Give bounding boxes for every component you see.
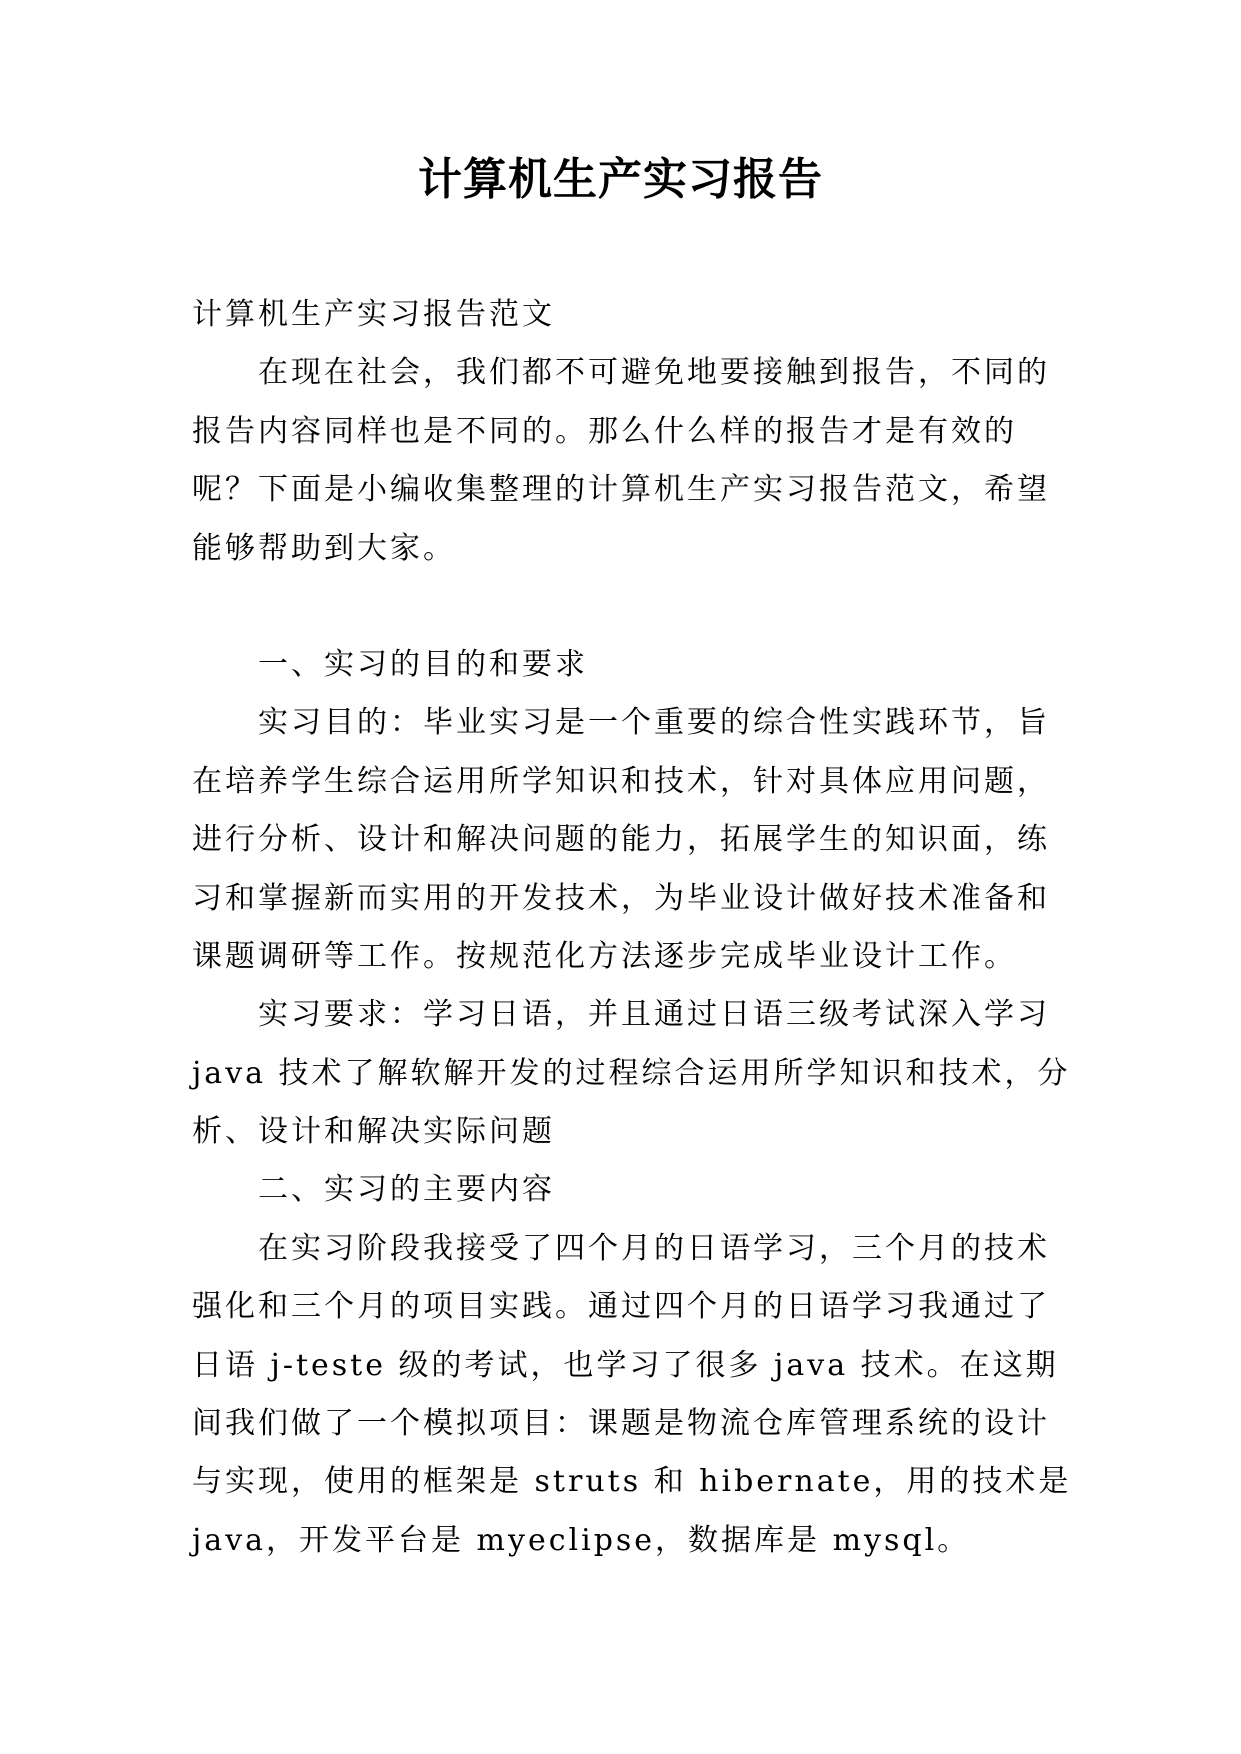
paragraph (192, 986, 1072, 1161)
paragraph-spacer (192, 578, 1072, 636)
paragraph-line: 强化和三个月的项目实践。通过四个月的日语学习我通过了 (192, 1289, 1050, 1325)
paragraph (192, 344, 1072, 578)
paragraph (192, 694, 1072, 986)
section-heading: 一、实习的目的和要求 (258, 646, 588, 682)
document-body (192, 286, 1072, 1570)
section-heading: 二、实习的主要内容 (258, 1172, 555, 1208)
paragraph-line: 在现在社会，我们都不可避免地要接触到报告，不同的 (258, 355, 1050, 391)
paragraph-line: 间我们做了一个模拟项目：课题是物流仓库管理系统的设计 (192, 1406, 1050, 1442)
paragraph-line: 在培养学生综合运用所学知识和技术，针对具体应用问题， (192, 763, 1050, 799)
paragraph-line: 在实习阶段我接受了四个月的日语学习，三个月的技术 (258, 1230, 1050, 1266)
paragraph-line: 日语 j-teste 级的考试，也学习了很多 java 技术。在这期 (192, 1347, 1059, 1383)
paragraph-line: 析、设计和解决实际问题 (192, 1114, 555, 1150)
paragraph-line: java 技术了解软解开发的过程综合运用所学知识和技术，分 (192, 1055, 1071, 1091)
paragraph-line: 报告内容同样也是不同的。那么什么样的报告才是有效的 (192, 413, 1017, 449)
paragraph (192, 1220, 1072, 1570)
paragraph-line: 实习要求：学习日语，并且通过日语三级考试深入学习 (258, 997, 1050, 1033)
paragraph-line: 与实现，使用的框架是 struts 和 hibernate，用的技术是 (192, 1464, 1072, 1500)
paragraph-line: 呢？下面是小编收集整理的计算机生产实习报告范文，希望 (192, 472, 1050, 508)
paragraph-line: 进行分析、设计和解决问题的能力，拓展学生的知识面，练 (192, 822, 1050, 858)
paragraph-line: 实习目的：毕业实习是一个重要的综合性实践环节，旨 (258, 705, 1050, 741)
paragraph-line: 习和掌握新而实用的开发技术，为毕业设计做好技术准备和 (192, 880, 1050, 916)
subtitle-line: 计算机生产实习报告范文 (192, 297, 555, 332)
document-title: 计算机生产实习报告 (418, 154, 823, 205)
paragraph-line: java，开发平台是 myeclipse，数据库是 mysql。 (192, 1522, 971, 1558)
paragraph-line: 能够帮助到大家。 (192, 530, 456, 566)
paragraph-line: 课题调研等工作。按规范化方法逐步完成毕业设计工作。 (192, 938, 1017, 974)
